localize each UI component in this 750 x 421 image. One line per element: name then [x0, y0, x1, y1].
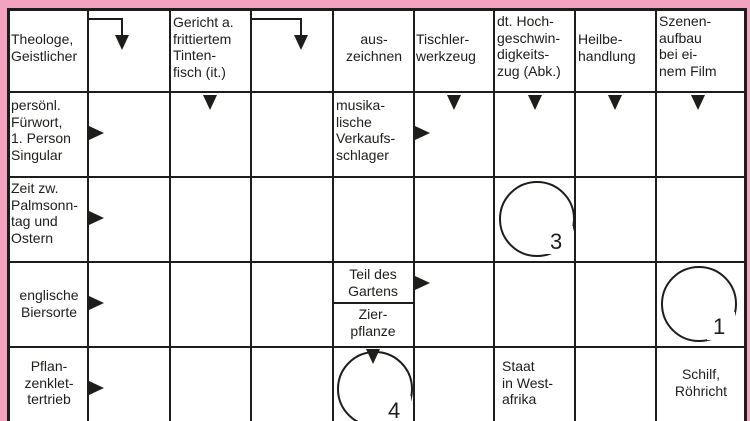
grid-line [332, 8, 334, 421]
down-arrow-icon [203, 95, 217, 110]
grid-line [413, 8, 415, 421]
grid-line [655, 8, 657, 421]
clue-zeit-palmsonntag-ostern: Zeit zw. Palmsonn- tag und Ostern [11, 180, 78, 246]
clue-tischlerwerkzeug: Tischler- werkzeug [416, 31, 476, 64]
right-arrow-icon [415, 276, 430, 290]
clue-verkaufsschlager: musika- lische Verkaufs- schlager [336, 97, 396, 163]
crossword-grid [7, 8, 747, 421]
right-arrow-icon [89, 381, 104, 395]
down-arrow-icon [115, 35, 129, 50]
solution-number-4: 4 [388, 398, 401, 421]
clue-auszeichnen: aus- zeichnen [345, 31, 403, 64]
clue-fuerwort: persönl. Fürwort, 1. Person Singular [11, 97, 71, 163]
down-arrow-icon [691, 95, 705, 110]
clue-staat-westafrika: Staat in West- afrika [502, 358, 554, 407]
right-arrow-icon [89, 211, 104, 225]
grid-line [7, 346, 747, 348]
clue-theologe: Theologe, Geistlicher [11, 31, 78, 64]
corner-arrow-line [121, 18, 123, 36]
down-arrow-icon [294, 35, 308, 50]
clue-schilf-roehricht: Schilf, Röhricht [674, 366, 728, 399]
down-arrow-icon [447, 95, 461, 110]
grid-line [7, 8, 747, 11]
grid-line [7, 8, 10, 421]
clue-biersorte: englische Biersorte [19, 287, 79, 320]
grid-line [744, 8, 747, 421]
down-arrow-icon [528, 95, 542, 110]
grid-line [7, 261, 747, 263]
clue-pflanzenklettertrieb: Pflan- zenklet- tertrieb [24, 358, 74, 407]
grid-line [493, 8, 495, 421]
grid-line [7, 91, 747, 93]
clue-teil-des-gartens: Teil des Gartens [348, 266, 398, 299]
corner-arrow-line [300, 18, 302, 36]
grid-line [332, 302, 414, 304]
solution-number-1: 1 [713, 314, 726, 339]
clue-gericht: Gericht a. frittiertem Tinten- fisch (it.) [173, 14, 234, 80]
right-arrow-icon [415, 126, 430, 140]
right-arrow-icon [89, 296, 104, 310]
grid-line [7, 176, 747, 178]
clue-szenenaufbau: Szenen- aufbau bei ei- nem Film [659, 13, 717, 79]
grid-line [169, 8, 171, 421]
corner-arrow-line [252, 18, 302, 20]
right-arrow-icon [89, 126, 104, 140]
clue-zierpflanze: Zier- pflanze [350, 306, 396, 339]
down-arrow-icon [608, 95, 622, 110]
corner-arrow-line [89, 18, 123, 20]
grid-line [250, 8, 252, 421]
solution-number-3: 3 [550, 229, 563, 254]
clue-heilbehandlung: Heilbe- handlung [578, 31, 636, 64]
clue-hochgeschwindigkeitszug: dt. Hoch- geschwin- digkeits- zug (Abk.) [497, 13, 561, 79]
